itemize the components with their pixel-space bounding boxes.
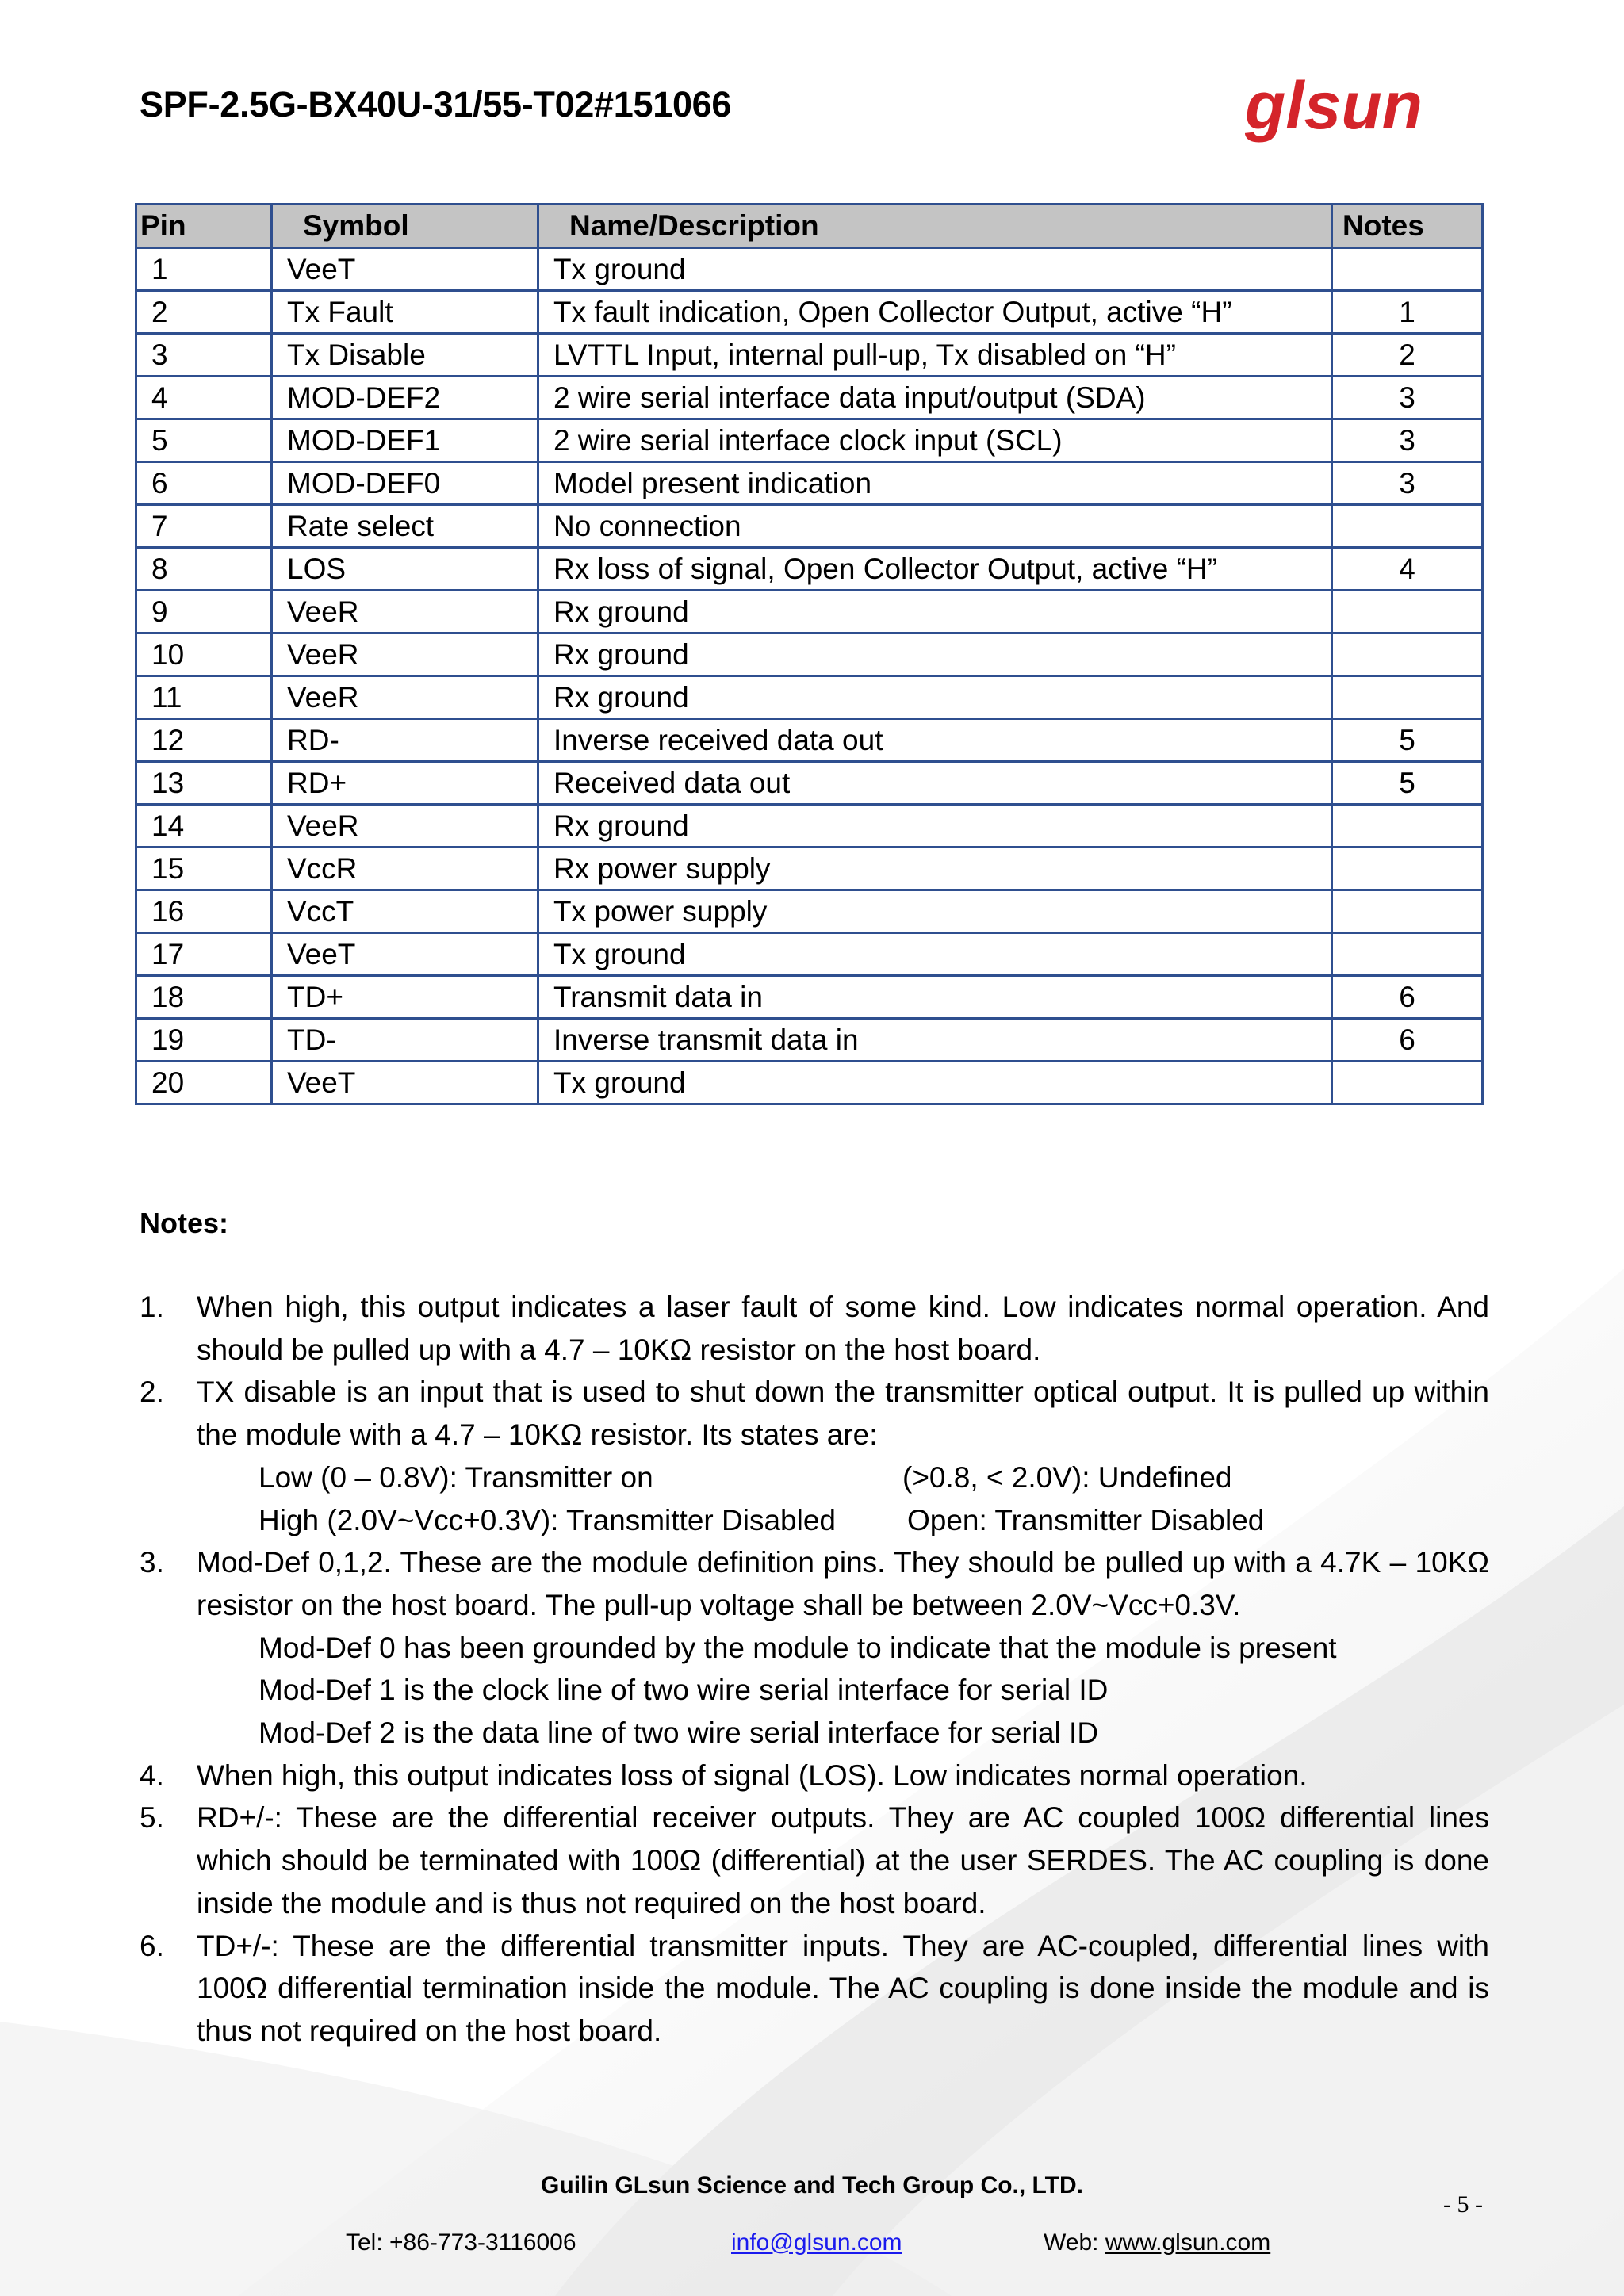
description-cell: Rx ground	[538, 591, 1332, 633]
footer-company: Guilin GLsun Science and Tech Group Co., LTD.	[541, 2172, 1083, 2198]
state-high: High (2.0V~Vcc+0.3V): Transmitter Disabled	[259, 1503, 836, 1536]
note-text: TD+/-: These are the differential transmitter inputs. They are AC-coupled, differential lines with 100Ω differential termination inside the module. The AC coupling is done inside the module and is thus not required on the host board.	[197, 1929, 1489, 2047]
note-number: 1.	[140, 1291, 164, 1323]
notes-cell	[1332, 591, 1483, 633]
table-header-row	[136, 205, 1483, 248]
pin-cell: 6	[136, 462, 272, 505]
description-cell: Model present indication	[538, 462, 1332, 505]
note-item	[140, 1755, 1489, 1797]
note-text: When high, this output indicates a laser fault of some kind. Low indicates normal operation. And should be pulled up with a 4.7 – 10KΩ resistor on the host board.	[197, 1291, 1489, 1366]
pin-cell: 2	[136, 291, 272, 334]
description-cell: Tx power supply	[538, 890, 1332, 933]
table-row	[136, 805, 1483, 848]
notes-cell	[1332, 848, 1483, 890]
logo-text: glsun	[1245, 79, 1423, 143]
notes-cell	[1332, 505, 1483, 548]
table-row	[136, 248, 1483, 291]
table-row	[136, 334, 1483, 377]
description-cell: Tx ground	[538, 248, 1332, 291]
notes-cell	[1332, 890, 1483, 933]
notes-cell: 5	[1332, 762, 1483, 805]
table-row	[136, 762, 1483, 805]
notes-cell: 4	[1332, 548, 1483, 591]
symbol-cell: Rate select	[272, 505, 538, 548]
description-cell: Rx power supply	[538, 848, 1332, 890]
notes-cell	[1332, 248, 1483, 291]
symbol-cell: Tx Fault	[272, 291, 538, 334]
pin-definition-table	[135, 203, 1484, 1105]
description-cell: Tx ground	[538, 933, 1332, 976]
notes-cell	[1332, 676, 1483, 719]
pin-cell: 11	[136, 676, 272, 719]
pin-cell: 12	[136, 719, 272, 762]
symbol-cell: MOD-DEF0	[272, 462, 538, 505]
description-cell: Rx ground	[538, 805, 1332, 848]
table-row	[136, 1019, 1483, 1062]
state-undefined: (>0.8, < 2.0V): Undefined	[902, 1460, 1232, 1494]
symbol-cell: VccR	[272, 848, 538, 890]
mod-def-1-line: Mod-Def 1 is the clock line of two wire serial interface for serial ID	[259, 1674, 1109, 1707]
note-item	[140, 1371, 1489, 1541]
pin-cell: 7	[136, 505, 272, 548]
pin-cell: 15	[136, 848, 272, 890]
pin-cell: 16	[136, 890, 272, 933]
symbol-cell: LOS	[272, 548, 538, 591]
pin-cell: 10	[136, 633, 272, 676]
notes-cell	[1332, 933, 1483, 976]
notes-cell	[1332, 1062, 1483, 1104]
note-text: TX disable is an input that is used to shut down the transmitter optical output. It is pulled up within the module with a 4.7 – 10KΩ resistor. Its states are:	[197, 1376, 1489, 1452]
symbol-cell: RD+	[272, 762, 538, 805]
footer-email-link[interactable]: info@glsun.com	[731, 2229, 902, 2256]
notes-list	[140, 1286, 1489, 2053]
description-cell: Received data out	[538, 762, 1332, 805]
pin-cell: 14	[136, 805, 272, 848]
notes-heading: Notes:	[140, 1207, 229, 1239]
header-description: Name/Description	[538, 205, 1332, 248]
pin-cell: 19	[136, 1019, 272, 1062]
note-item	[140, 1541, 1489, 1755]
pin-cell: 9	[136, 591, 272, 633]
table-row	[136, 676, 1483, 719]
symbol-cell: VeeT	[272, 1062, 538, 1104]
notes-cell	[1332, 805, 1483, 848]
description-cell: No connection	[538, 505, 1332, 548]
symbol-cell: MOD-DEF1	[272, 419, 538, 462]
description-cell: 2 wire serial interface data input/output (SDA)	[538, 377, 1332, 419]
table-row	[136, 419, 1483, 462]
symbol-cell: TD-	[272, 1019, 538, 1062]
footer-web-link[interactable]: www.glsun.com	[1105, 2229, 1271, 2256]
pin-cell: 1	[136, 248, 272, 291]
notes-cell: 6	[1332, 976, 1483, 1019]
table-row	[136, 719, 1483, 762]
note-item	[140, 1925, 1489, 2053]
page-number: - 5 -	[1443, 2191, 1483, 2218]
pin-cell: 3	[136, 334, 272, 377]
table-row	[136, 933, 1483, 976]
description-cell: Tx ground	[538, 1062, 1332, 1104]
pin-cell: 4	[136, 377, 272, 419]
symbol-cell: VeeR	[272, 805, 538, 848]
notes-cell: 3	[1332, 419, 1483, 462]
description-cell: LVTTL Input, internal pull-up, Tx disabled on “H”	[538, 334, 1332, 377]
note-item	[140, 1286, 1489, 1371]
glsun-logo	[1245, 79, 1459, 159]
symbol-cell: VeeR	[272, 591, 538, 633]
symbol-cell: VeeR	[272, 633, 538, 676]
table-row	[136, 633, 1483, 676]
notes-cell: 5	[1332, 719, 1483, 762]
header-symbol: Symbol	[272, 205, 538, 248]
table-row	[136, 976, 1483, 1019]
symbol-cell: VccT	[272, 890, 538, 933]
tx-disable-state-row	[259, 1456, 1489, 1499]
footer-web-label: Web:	[1044, 2229, 1105, 2256]
pin-cell: 8	[136, 548, 272, 591]
table-row	[136, 377, 1483, 419]
notes-cell: 2	[1332, 334, 1483, 377]
note-item	[140, 1797, 1489, 1924]
description-cell: Inverse transmit data in	[538, 1019, 1332, 1062]
mod-def-0-line: Mod-Def 0 has been grounded by the module to indicate that the module is present	[259, 1631, 1337, 1664]
note-number: 2.	[140, 1376, 164, 1409]
description-cell: Rx ground	[538, 676, 1332, 719]
note-number: 4.	[140, 1758, 164, 1792]
symbol-cell: VeeR	[272, 676, 538, 719]
table-row	[136, 591, 1483, 633]
mod-def-2-line: Mod-Def 2 is the data line of two wire serial interface for serial ID	[259, 1716, 1099, 1750]
table-row	[136, 848, 1483, 890]
description-cell: Tx fault indication, Open Collector Output, active “H”	[538, 291, 1332, 334]
pin-cell: 17	[136, 933, 272, 976]
notes-cell: 3	[1332, 462, 1483, 505]
header-pin: Pin	[136, 205, 272, 248]
table-row	[136, 291, 1483, 334]
pin-cell: 5	[136, 419, 272, 462]
note-text: When high, this output indicates loss of signal (LOS). Low indicates normal operation.	[197, 1758, 1308, 1792]
table-row	[136, 1062, 1483, 1104]
document-title: SPF-2.5G-BX40U-31/55-T02#151066	[140, 84, 732, 124]
description-cell: Inverse received data out	[538, 719, 1332, 762]
notes-cell: 1	[1332, 291, 1483, 334]
table-row	[136, 505, 1483, 548]
tx-disable-state-row	[259, 1499, 1489, 1542]
note-text: RD+/-: These are the differential receiver outputs. They are AC coupled 100Ω differential lines which should be terminated with 100Ω (differential) at the user SERDES. The AC coupling is done inside the module and is thus not required on the host board.	[197, 1801, 1489, 1919]
table-row	[136, 462, 1483, 505]
notes-cell: 3	[1332, 377, 1483, 419]
note-text: Mod-Def 0,1,2. These are the module definition pins. They should be pulled up with a 4.7K – 10KΩ resistor on the host board. The pull-up voltage shall be between 2.0V~Vcc+0.3V.	[197, 1546, 1489, 1621]
symbol-cell: MOD-DEF2	[272, 377, 538, 419]
symbol-cell: RD-	[272, 719, 538, 762]
description-cell: Rx loss of signal, Open Collector Output, active “H”	[538, 548, 1332, 591]
notes-cell	[1332, 633, 1483, 676]
description-cell: 2 wire serial interface clock input (SCL)	[538, 419, 1332, 462]
pin-cell: 18	[136, 976, 272, 1019]
footer-telephone: Tel: +86-773-3116006	[346, 2229, 576, 2256]
note-number: 6.	[140, 1929, 164, 1962]
note-number: 5.	[140, 1801, 164, 1835]
notes-cell: 6	[1332, 1019, 1483, 1062]
note-number: 3.	[140, 1546, 164, 1579]
symbol-cell: Tx Disable	[272, 334, 538, 377]
table-row	[136, 890, 1483, 933]
header-notes: Notes	[1332, 205, 1483, 248]
symbol-cell: VeeT	[272, 933, 538, 976]
description-cell: Transmit data in	[538, 976, 1332, 1019]
description-cell: Rx ground	[538, 633, 1332, 676]
footer-web	[1044, 2229, 1270, 2256]
pin-cell: 20	[136, 1062, 272, 1104]
pin-cell: 13	[136, 762, 272, 805]
symbol-cell: VeeT	[272, 248, 538, 291]
state-low: Low (0 – 0.8V): Transmitter on	[259, 1460, 653, 1494]
symbol-cell: TD+	[272, 976, 538, 1019]
table-row	[136, 548, 1483, 591]
state-open: Open: Transmitter Disabled	[907, 1503, 1265, 1536]
